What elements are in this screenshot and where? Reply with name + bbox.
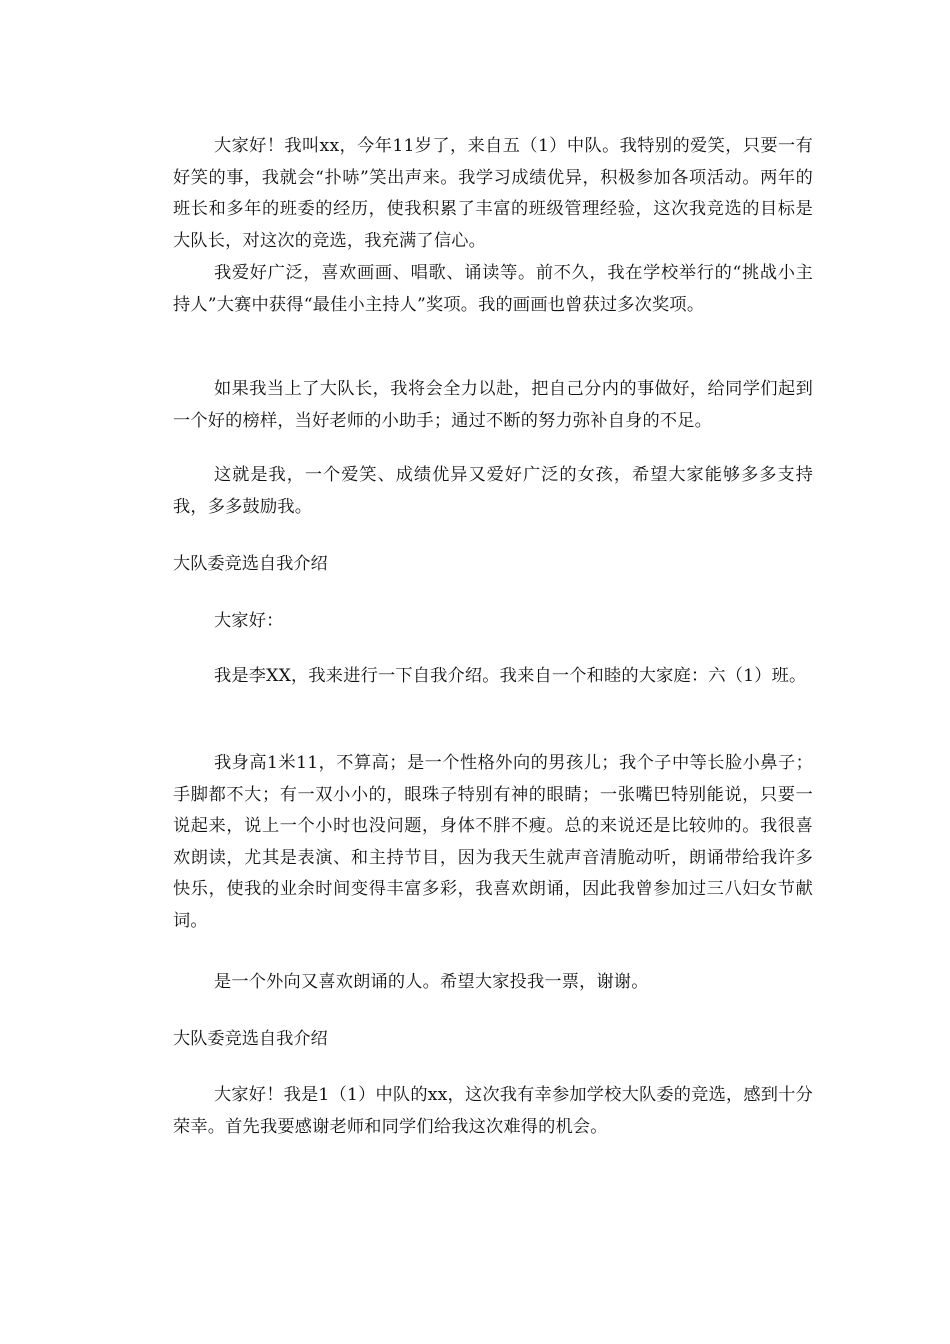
paragraph-greeting: 大家好： (214, 611, 284, 631)
paragraph-hobbies: 我爱好广泛，喜欢画画、唱歌、诵读等。前不久，我在学校举行的“挑战小主持人”大赛中获得“最佳小主持人”奖项。我的画画也曾获过多次奖项。 (173, 263, 813, 315)
paragraph-intro-3: 大家好！我是1（1）中队的xx，这次我有幸参加学校大队委的竞选，感到十分荣幸。首先我要感谢老师和同学们给我这次难得的机会。 (173, 1085, 813, 1137)
paragraph-promise: 如果我当上了大队长，我将会全力以赴，把自己分内的事做好，给同学们起到一个好的榜样，当好老师的小助手；通过不断的努力弥补自身的不足。 (173, 379, 813, 431)
paragraph-description: 我身高1米11，不算高；是一个性格外向的男孩儿；我个子中等长脸小鼻子；手脚都不大；有一双小小的，眼珠子特别有神的眼睛；一张嘴巴特别能说，只要一说起来，说上一个小时也没问题，身体不胖不瘦。总的来说还是比较帅的。我很喜欢朗读，尤其是表演、和主持节目，因为我天生就声音清脆动听，朗诵带给我许多快乐，使我的业余时间变得丰富多彩，我喜欢朗诵，因此我曾参加过三八妇女节献词。 (173, 753, 813, 931)
paragraph-closing-1: 这就是我，一个爱笑、成绩优异又爱好广泛的女孩，希望大家能够多多支持我，多多鼓励我。 (173, 465, 813, 517)
paragraph-intro-1: 大家好！我叫xx，今年11岁了，来自五（1）中队。我特别的爱笑，只要一有好笑的事，我就会“扑哧”笑出声来。我学习成绩优异，积极参加各项活动。两年的班长和多年的班委的经历，使我积累了丰富的班级管理经验，这次我竞选的目标是大队长，对这次的竞选，我充满了信心。 (173, 136, 813, 251)
section-heading-2: 大队委竞选自我介绍 (173, 1029, 328, 1049)
paragraph-closing-2: 是一个外向又喜欢朗诵的人。希望大家投我一票，谢谢。 (214, 972, 649, 992)
section-heading-1: 大队委竞选自我介绍 (173, 554, 328, 574)
paragraph-intro-2: 我是李XX，我来进行一下自我介绍。我来自一个和睦的大家庭：六（1）班。 (214, 666, 807, 686)
